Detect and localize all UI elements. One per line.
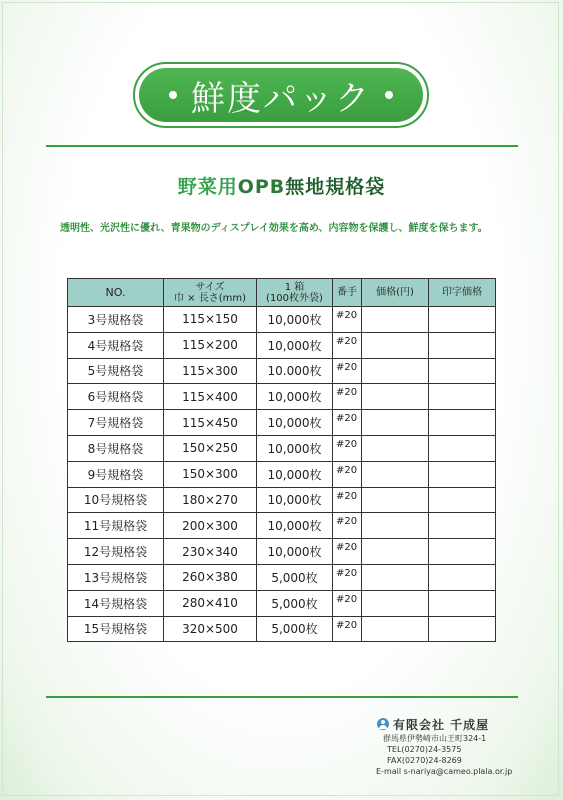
table-row [68, 410, 496, 436]
cell-number: #20 [333, 616, 362, 642]
left-dot-icon [169, 91, 177, 99]
cell-number: #20 [333, 307, 362, 333]
table-row [68, 616, 496, 642]
cell-qty: 10,000枚 [257, 487, 333, 513]
cell-price [362, 564, 429, 590]
cell-number: #20 [333, 461, 362, 487]
table-row [68, 384, 496, 410]
table-row [68, 564, 496, 590]
cell-price [362, 539, 429, 565]
header-price: 価格(円) [362, 279, 429, 307]
header-size-line1: サイズ [195, 281, 225, 293]
subtitle-part-2: OPB [237, 176, 286, 198]
spec-table [67, 278, 496, 642]
header-qty-line1: 1 箱 [284, 281, 305, 293]
title-banner-inner [139, 68, 423, 122]
cell-print-price [429, 616, 496, 642]
cell-print-price [429, 513, 496, 539]
header-size [164, 279, 257, 307]
cell-qty: 10,000枚 [257, 539, 333, 565]
cell-size: 260×380 [164, 564, 257, 590]
cell-qty: 5,000枚 [257, 564, 333, 590]
cell-size: 280×410 [164, 590, 257, 616]
company-footer [377, 716, 547, 777]
title-banner [133, 62, 429, 128]
table-row [68, 358, 496, 384]
bottom-divider [46, 696, 518, 698]
cell-price [362, 590, 429, 616]
header-no: NO. [68, 279, 164, 307]
cell-price [362, 435, 429, 461]
cell-size: 200×300 [164, 513, 257, 539]
cell-qty: 10,000枚 [257, 461, 333, 487]
cell-size: 150×250 [164, 435, 257, 461]
cell-print-price [429, 487, 496, 513]
cell-print-price [429, 564, 496, 590]
subtitle-part-3: 無地規格袋 [285, 176, 386, 198]
cell-no: 5号規格袋 [68, 358, 164, 384]
cell-price [362, 384, 429, 410]
cell-size: 115×150 [164, 307, 257, 333]
cell-qty: 10,000枚 [257, 307, 333, 333]
cell-size: 150×300 [164, 461, 257, 487]
cell-print-price [429, 384, 496, 410]
cell-size: 180×270 [164, 487, 257, 513]
cell-price [362, 513, 429, 539]
table-row [68, 332, 496, 358]
cell-number: #20 [333, 410, 362, 436]
company-tel: TEL(0270)24-3575 [387, 745, 462, 754]
cell-no: 6号規格袋 [68, 384, 164, 410]
cell-size: 230×340 [164, 539, 257, 565]
cell-print-price [429, 358, 496, 384]
table-header-row [68, 279, 496, 307]
cell-price [362, 461, 429, 487]
cell-qty: 5,000枚 [257, 616, 333, 642]
cell-print-price [429, 539, 496, 565]
table-row [68, 435, 496, 461]
cell-qty: 10.000枚 [257, 358, 333, 384]
cell-no: 4号規格袋 [68, 332, 164, 358]
cell-price [362, 487, 429, 513]
cell-number: #20 [333, 539, 362, 565]
table-row [68, 461, 496, 487]
header-print-price: 印字価格 [429, 279, 496, 307]
top-divider [46, 145, 518, 147]
company-row [377, 716, 547, 732]
table-body [68, 307, 496, 642]
cell-print-price [429, 590, 496, 616]
cell-number: #20 [333, 384, 362, 410]
cell-no: 11号規格袋 [68, 513, 164, 539]
cell-no: 14号規格袋 [68, 590, 164, 616]
cell-number: #20 [333, 590, 362, 616]
cell-no: 13号規格袋 [68, 564, 164, 590]
cell-no: 8号規格袋 [68, 435, 164, 461]
cell-qty: 10,000枚 [257, 513, 333, 539]
product-subtitle [0, 172, 563, 199]
cell-qty: 5,000枚 [257, 590, 333, 616]
cell-no: 3号規格袋 [68, 307, 164, 333]
person-logo-icon [377, 718, 389, 730]
cell-no: 10号規格袋 [68, 487, 164, 513]
cell-size: 115×400 [164, 384, 257, 410]
cell-qty: 10,000枚 [257, 332, 333, 358]
company-name: 有限会社 千成屋 [393, 717, 490, 732]
cell-no: 9号規格袋 [68, 461, 164, 487]
cell-no: 12号規格袋 [68, 539, 164, 565]
product-description: 透明性、光沢性に優れ、青果物のディスプレイ効果を高め、内容物を保護し、鮮度を保ちます。 [60, 223, 488, 234]
cell-number: #20 [333, 513, 362, 539]
cell-print-price [429, 307, 496, 333]
company-address: 群馬県伊勢崎市山王町324-1 [383, 734, 487, 743]
cell-print-price [429, 410, 496, 436]
cell-qty: 10,000枚 [257, 435, 333, 461]
cell-number: #20 [333, 487, 362, 513]
cell-number: #20 [333, 358, 362, 384]
page-title: 鮮度パック [191, 78, 371, 119]
table-row [68, 590, 496, 616]
cell-print-price [429, 332, 496, 358]
header-qty [257, 279, 333, 307]
cell-price [362, 332, 429, 358]
cell-no: 7号規格袋 [68, 410, 164, 436]
table-row [68, 513, 496, 539]
cell-price [362, 410, 429, 436]
header-qty-line2: (100枚外袋) [266, 292, 323, 304]
company-email: E-mail s-nariya@cameo.plala.or.jp [376, 767, 513, 776]
cell-price [362, 358, 429, 384]
cell-qty: 10,000枚 [257, 384, 333, 410]
subtitle-part-1: 野菜用 [177, 176, 238, 198]
table-row [68, 307, 496, 333]
header-number: 番手 [333, 279, 362, 307]
right-dot-icon [385, 91, 393, 99]
cell-print-price [429, 461, 496, 487]
cell-no: 15号規格袋 [68, 616, 164, 642]
cell-size: 320×500 [164, 616, 257, 642]
cell-size: 115×200 [164, 332, 257, 358]
company-fax: FAX(0270)24-8269 [387, 756, 462, 765]
cell-size: 115×450 [164, 410, 257, 436]
cell-qty: 10,000枚 [257, 410, 333, 436]
table-row [68, 539, 496, 565]
cell-price [362, 307, 429, 333]
cell-number: #20 [333, 332, 362, 358]
table-row [68, 487, 496, 513]
header-size-line2: 巾 × 長さ(mm) [173, 292, 247, 304]
cell-price [362, 616, 429, 642]
cell-size: 115×300 [164, 358, 257, 384]
cell-print-price [429, 435, 496, 461]
cell-number: #20 [333, 564, 362, 590]
cell-number: #20 [333, 435, 362, 461]
